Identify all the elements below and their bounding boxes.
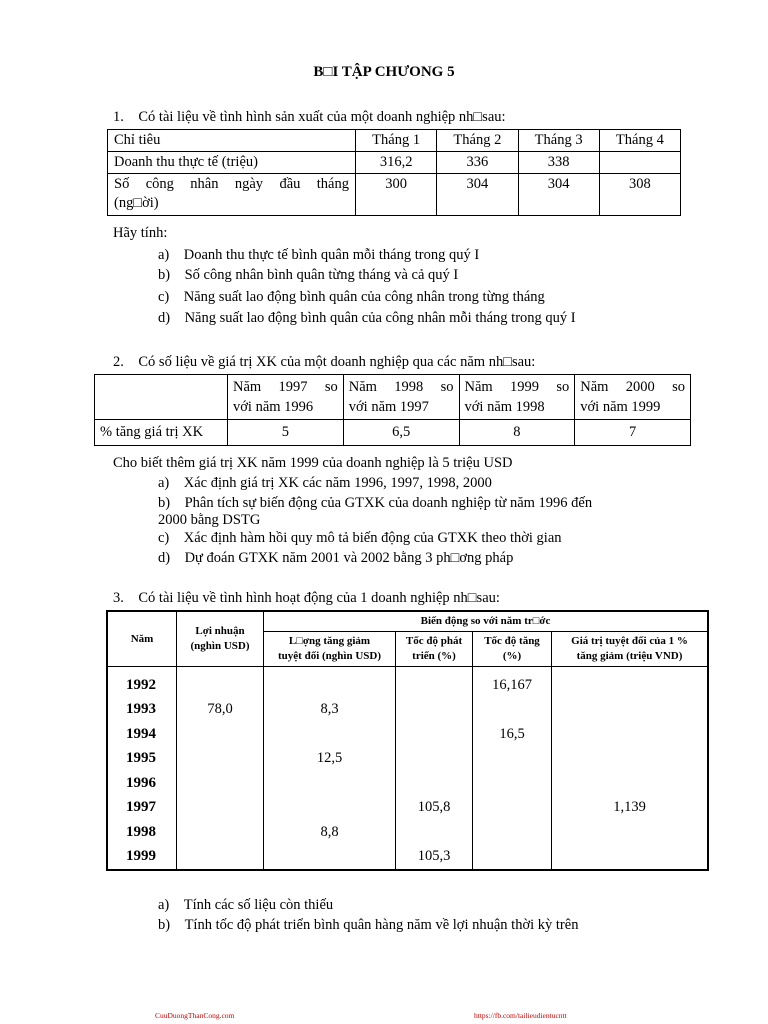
q1-cell: 308 — [599, 174, 680, 216]
q3-header-val — [552, 632, 709, 667]
q2-header-line: Năm 2000 so — [580, 379, 685, 395]
q2-header-empty — [95, 375, 228, 420]
q2-header-line: với năm 1998 — [464, 399, 545, 415]
q3-header-profit — [177, 611, 264, 667]
table-cell — [552, 771, 709, 796]
q1-cell: 336 — [437, 152, 518, 174]
q1-row-workers — [108, 174, 681, 216]
q2-header-cell — [228, 375, 344, 420]
table-cell: 1,139 — [552, 796, 709, 821]
q2-header-line: với năm 1999 — [580, 399, 661, 415]
table-cell — [552, 722, 709, 747]
year-cell: 1993 — [107, 698, 177, 723]
q2-header-cell — [575, 375, 691, 420]
table-cell — [177, 667, 264, 698]
q3-item-a: a) Tính các số liệu còn thiếu — [158, 897, 334, 913]
q3-header-line: (nghìn USD) — [190, 640, 250, 652]
table-cell: 105,8 — [396, 796, 473, 821]
q1-cell: 304 — [518, 174, 599, 216]
q1-ask: Hãy tính: — [113, 225, 168, 241]
table-cell — [473, 820, 552, 845]
table-cell — [264, 796, 396, 821]
q3-header-line: Giá trị tuyệt đối của 1 % — [571, 635, 688, 647]
table-row — [107, 845, 708, 871]
q2-value-cell: 6,5 — [343, 420, 459, 446]
q2-header-cell — [343, 375, 459, 420]
q2-header-line: với năm 1996 — [233, 399, 314, 415]
table-cell — [396, 820, 473, 845]
table-cell: 12,5 — [264, 747, 396, 772]
q3-header-row-1 — [107, 611, 708, 632]
q2-item-a: a) Xác định giá trị XK các năm 1996, 1997, 1998, 2000 — [158, 475, 492, 491]
table-row — [107, 747, 708, 772]
table-cell — [473, 771, 552, 796]
q3-item-b: b) Tính tốc độ phát triển bình quân hàng năm về lợi nhuận thời kỳ trên — [158, 917, 579, 933]
q3-header-abs — [264, 632, 396, 667]
q1-cell — [599, 152, 680, 174]
table-cell — [177, 771, 264, 796]
table-cell: 8,3 — [264, 698, 396, 723]
q2-header-line: Năm 1997 so — [233, 379, 338, 395]
q2-header-line: Năm 1998 so — [348, 379, 454, 395]
table-cell: 16,167 — [473, 667, 552, 698]
q1-row2-label-line2: (ng□ời) — [114, 195, 159, 211]
q2-header-cell — [459, 375, 575, 420]
table-cell — [396, 667, 473, 698]
q3-header-dev — [396, 632, 473, 667]
table-cell — [473, 747, 552, 772]
q3-prompt: 3. Có tài liệu về tình hình hoạt động của 1 doanh nghiệp nh□sau: — [113, 590, 500, 606]
q2-item-d: d) Dự đoán GTXK năm 2001 và 2002 bằng 3 ph□ơng pháp — [158, 550, 514, 566]
q3-header-line: Lợi nhuận — [195, 625, 245, 637]
table-cell — [264, 667, 396, 698]
q1-cell: 316,2 — [356, 152, 437, 174]
q1-item-a: a) Doanh thu thực tế bình quân mỗi tháng trong quý I — [158, 247, 480, 263]
q3-table-body — [107, 667, 708, 871]
q3-header-year: Năm — [107, 611, 177, 667]
footer-left-link[interactable]: CuuDuongThanCong.com — [155, 1011, 235, 1020]
table-cell — [396, 698, 473, 723]
table-cell — [264, 845, 396, 871]
q3-header-line: (%) — [502, 650, 522, 662]
year-cell: 1994 — [107, 722, 177, 747]
q2-value-row — [95, 420, 691, 446]
table-cell — [473, 698, 552, 723]
q1-header-cell: Tháng 2 — [437, 130, 518, 152]
q2-prompt: 2. Có số liệu về giá trị XK của một doanh nghiệp qua các năm nh□sau: — [113, 354, 536, 370]
table-cell — [552, 845, 709, 871]
table-cell: 16,5 — [473, 722, 552, 747]
table-cell — [552, 667, 709, 698]
q2-note: Cho biết thêm giá trị XK năm 1999 của doanh nghiệp là 5 triệu USD — [113, 455, 513, 471]
q2-item-b: b) Phân tích sự biến động của GTXK của doanh nghiệp từ năm 1996 đến — [158, 495, 593, 511]
q1-header-cell: Tháng 3 — [518, 130, 599, 152]
q3-header-line: tuyệt đối (nghìn USD) — [278, 650, 381, 662]
q3-table — [106, 610, 709, 871]
page-title: B□I TẬP CHƯONG 5 — [313, 64, 455, 80]
q1-item-b: b) Số công nhân bình quân từng tháng và cả quý I — [158, 267, 459, 283]
q3-header-line: triển (%) — [412, 650, 456, 662]
table-row — [107, 698, 708, 723]
table-cell — [396, 722, 473, 747]
q2-value-cell: 7 — [575, 420, 691, 446]
q2-value-cell: 5 — [228, 420, 344, 446]
table-cell — [177, 796, 264, 821]
q2-header-line: với năm 1997 — [348, 399, 429, 415]
q1-prompt: 1. Có tài liệu về tình hình sản xuất của một doanh nghiệp nh□sau: — [113, 109, 506, 125]
q1-cell: 300 — [356, 174, 437, 216]
table-cell — [177, 845, 264, 871]
q1-cell: 338 — [518, 152, 599, 174]
q1-header-cell: Chỉ tiêu — [108, 130, 356, 152]
year-cell: 1996 — [107, 771, 177, 796]
q1-cell: 304 — [437, 174, 518, 216]
table-row — [107, 796, 708, 821]
table-cell — [473, 845, 552, 871]
table-cell — [264, 771, 396, 796]
year-cell: 1992 — [107, 667, 177, 698]
q1-header-row — [108, 130, 681, 152]
year-cell: 1995 — [107, 747, 177, 772]
q2-table — [94, 374, 691, 446]
table-cell: 105,3 — [396, 845, 473, 871]
q2-row-label: % tăng giá trị XK — [95, 420, 228, 446]
q2-item-c: c) Xác định hàm hồi quy mô tả biến động của GTXK theo thời gian — [158, 530, 562, 546]
table-row — [107, 820, 708, 845]
table-cell — [552, 698, 709, 723]
q3-header-line: Tốc độ phát — [405, 635, 463, 647]
table-cell — [177, 747, 264, 772]
year-cell: 1998 — [107, 820, 177, 845]
q3-header-line: L□ợng tăng giảm — [288, 635, 371, 647]
q1-cell: Doanh thu thực tế (triệu) — [108, 152, 356, 174]
q3-header-group: Biến động so với năm tr□ớc — [264, 611, 709, 632]
table-cell — [473, 796, 552, 821]
table-cell — [264, 722, 396, 747]
footer-right-link[interactable]: https://fb.com/tailieudientucntt — [474, 1011, 567, 1020]
table-cell — [552, 820, 709, 845]
table-cell: 78,0 — [177, 698, 264, 723]
q1-table — [107, 129, 681, 216]
year-cell: 1997 — [107, 796, 177, 821]
q1-row2-label-line1: Số công nhân ngày đầu tháng — [114, 176, 349, 192]
table-row — [107, 771, 708, 796]
q1-header-cell: Tháng 1 — [356, 130, 437, 152]
q1-item-c: c) Năng suất lao động bình quân của công nhân trong từng tháng — [158, 289, 545, 305]
q1-header-cell: Tháng 4 — [599, 130, 680, 152]
table-row — [107, 722, 708, 747]
q1-item-d: d) Năng suất lao động bình quân của công nhân mỗi tháng trong quý I — [158, 310, 576, 326]
q2-item-b-cont: 2000 bằng DSTG — [158, 512, 261, 528]
table-cell: 8,8 — [264, 820, 396, 845]
q2-header-row — [95, 375, 691, 420]
q3-header-line: Tốc độ tăng — [484, 635, 540, 647]
table-cell — [177, 722, 264, 747]
q1-cell — [108, 174, 356, 216]
q3-header-inc — [473, 632, 552, 667]
table-cell — [177, 820, 264, 845]
table-cell — [552, 747, 709, 772]
q2-value-cell: 8 — [459, 420, 575, 446]
q1-row-revenue — [108, 152, 681, 174]
table-cell — [396, 747, 473, 772]
year-cell: 1999 — [107, 845, 177, 871]
table-row — [107, 667, 708, 698]
q3-header-line: tăng giảm (triệu VND) — [576, 650, 683, 662]
table-cell — [396, 771, 473, 796]
q2-header-line: Năm 1999 so — [464, 379, 570, 395]
